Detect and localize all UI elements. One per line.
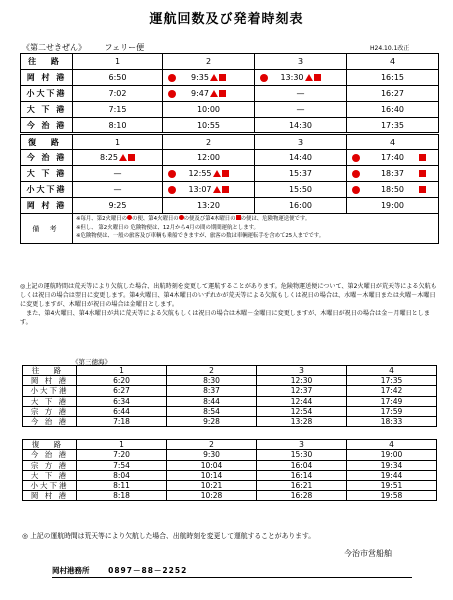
direction-label: 復 路 — [21, 134, 73, 150]
table-row — [23, 406, 437, 416]
circle-marker-icon — [260, 74, 268, 82]
ship-name-label: 《第二せきぜん》 — [22, 43, 86, 52]
time-cell-content — [255, 70, 346, 85]
port-name: 大 下 港 — [21, 102, 73, 118]
triangle-marker-icon — [213, 170, 221, 177]
time-cell — [163, 70, 255, 86]
trip-number: 3 — [257, 440, 347, 450]
header-row — [23, 440, 437, 450]
time-cell-content — [73, 70, 162, 85]
time-cell — [73, 70, 163, 86]
circle-marker-icon — [352, 170, 360, 178]
time-cell: 19:34 — [347, 460, 437, 470]
time-cell: 16:04 — [257, 460, 347, 470]
triangle-marker-icon — [213, 186, 221, 193]
header-row — [21, 134, 439, 150]
time-value: 9:25 — [108, 201, 127, 210]
time-cell — [347, 166, 439, 182]
table-row — [23, 491, 437, 501]
table-row — [21, 166, 439, 182]
time-cell: 7:18 — [77, 416, 167, 426]
time-cell: 17:59 — [347, 406, 437, 416]
time-cell — [163, 118, 255, 134]
table-row — [21, 70, 439, 86]
port-name: 今 治 港 — [23, 416, 77, 426]
triangle-marker-icon — [210, 90, 218, 97]
trip-number: 3 — [257, 366, 347, 376]
direction-label: 往 路 — [21, 54, 73, 70]
time-cell-content — [163, 182, 254, 197]
ship-name-1 — [22, 42, 144, 53]
port-name: 大 下 港 — [23, 396, 77, 406]
time-cell-content — [73, 86, 162, 101]
trip-number: 2 — [167, 366, 257, 376]
time-cell-content — [255, 150, 346, 165]
port-name: 小大下港 — [23, 386, 77, 396]
time-value: 17:35 — [380, 120, 405, 130]
time-cell: 12:37 — [257, 386, 347, 396]
table-row — [23, 396, 437, 406]
time-value: 15:37 — [288, 169, 313, 178]
remarks-label: 備 考 — [21, 214, 73, 244]
trip-number: 4 — [347, 366, 437, 376]
port-name: 岡 村 港 — [21, 198, 73, 214]
trip-number: 2 — [167, 440, 257, 450]
time-cell: 6:34 — [77, 396, 167, 406]
time-value: 7:02 — [108, 89, 127, 98]
time-cell: 10:04 — [167, 460, 257, 470]
time-cell: 16:14 — [257, 470, 347, 480]
time-cell-content — [163, 70, 254, 85]
port-name: 小大下港 — [21, 86, 73, 102]
circle-marker-icon — [168, 170, 176, 178]
time-cell — [73, 102, 163, 118]
ship-name-2: 《第三徳海》 — [72, 358, 111, 366]
triangle-marker-icon — [305, 74, 313, 81]
circle-marker-icon — [168, 186, 176, 194]
time-value: 17:40 — [380, 153, 405, 162]
time-cell-content — [347, 150, 438, 165]
time-cell: 18:33 — [347, 416, 437, 426]
time-cell: 12:44 — [257, 396, 347, 406]
time-cell-content — [163, 150, 254, 165]
table-row — [21, 150, 439, 166]
trip-number: 1 — [77, 440, 167, 450]
time-cell: 16:28 — [257, 491, 347, 501]
square-marker-icon — [314, 74, 321, 81]
time-cell: 19:58 — [347, 491, 437, 501]
time-value: — — [113, 169, 122, 178]
time-cell: 10:14 — [167, 470, 257, 480]
trip-number: 3 — [255, 134, 347, 150]
time-value: 18:37 — [380, 169, 405, 178]
time-cell — [73, 118, 163, 134]
time-cell: 6:44 — [77, 406, 167, 416]
header-row — [21, 54, 439, 70]
time-cell: 16:21 — [257, 480, 347, 490]
port-name: 大 下 港 — [21, 166, 73, 182]
time-cell — [255, 102, 347, 118]
time-cell: 7:20 — [77, 450, 167, 460]
table-row — [21, 86, 439, 102]
time-cell-content — [347, 166, 438, 181]
time-value: — — [296, 105, 305, 114]
time-cell — [163, 150, 255, 166]
time-cell-content — [73, 102, 162, 117]
port-name: 今 治 港 — [21, 118, 73, 134]
time-cell: 8:37 — [167, 386, 257, 396]
operation-note-2: ◎ 上記の運航時間は荒天等により欠航した場合、出航時刻を変更して運航することがあります。 — [22, 532, 316, 540]
table-row — [21, 102, 439, 118]
table-row — [23, 416, 437, 426]
port-name: 宗 方 港 — [23, 406, 77, 416]
time-value: 16:40 — [380, 105, 405, 114]
time-value: — — [296, 89, 305, 98]
time-cell-content — [255, 102, 346, 117]
time-cell — [255, 150, 347, 166]
time-cell: 9:28 — [167, 416, 257, 426]
time-cell — [347, 150, 439, 166]
time-cell-content — [73, 150, 162, 165]
time-cell — [163, 182, 255, 198]
trip-number: 1 — [73, 134, 163, 150]
remark-line-1c: の便及び第4木曜日の — [183, 216, 236, 222]
time-value: 13:07 — [188, 185, 212, 194]
time-cell: 19:44 — [347, 470, 437, 480]
outbound-section — [23, 366, 437, 427]
port-name: 岡 村 港 — [23, 376, 77, 386]
time-cell-content — [347, 118, 438, 132]
header-row — [23, 366, 437, 376]
time-value: 16:15 — [380, 73, 405, 82]
port-name: 岡 村 港 — [21, 70, 73, 86]
time-cell: 15:30 — [257, 450, 347, 460]
time-cell: 8:18 — [77, 491, 167, 501]
time-cell-content — [255, 118, 346, 132]
time-cell-content — [163, 118, 254, 132]
phone-number: 0897－88－2252 — [108, 566, 188, 575]
time-cell-content — [347, 182, 438, 197]
time-cell — [347, 198, 439, 214]
ferry-timetable — [20, 53, 439, 244]
time-cell — [73, 150, 163, 166]
square-marker-icon — [219, 74, 226, 81]
time-cell — [347, 118, 439, 134]
time-cell — [73, 182, 163, 198]
direction-label: 復 路 — [23, 440, 77, 450]
time-value: 15:50 — [288, 185, 313, 194]
time-cell — [163, 198, 255, 214]
note-paragraph-1: ◎上記の運航時間は荒天等により欠航した場合、出航時刻を変更して運航することがあります。危険物運送便について、第2火曜日が荒天等による欠航もしくは祝日の場合は翌日に変更します。第4火曜日、第4木曜日のいずれかが荒天等による欠航もしくは祝日の場合は、水曜－木曜日または火曜－木曜日に変更しますが、木曜日が祝日の場合は金曜日とします。 — [20, 283, 437, 308]
time-value: 14:40 — [288, 153, 313, 162]
ship2-timetable — [22, 365, 437, 501]
time-cell-content — [255, 182, 346, 197]
remark-line-1d: の便は、危険物運送便です。 — [240, 216, 311, 222]
circle-marker-icon — [168, 90, 176, 98]
time-value: 14:30 — [288, 120, 313, 130]
time-cell — [255, 70, 347, 86]
time-value: 16:27 — [380, 89, 405, 98]
time-cell-content — [73, 166, 162, 181]
time-cell: 8:30 — [167, 376, 257, 386]
time-cell — [163, 86, 255, 102]
trip-number: 4 — [347, 134, 439, 150]
service-type: フェリー便 — [104, 43, 145, 52]
remark-line-1b: の便、第4火曜日の — [132, 216, 179, 222]
time-value: 19:00 — [380, 201, 405, 210]
time-cell: 6:20 — [77, 376, 167, 386]
square-marker-icon — [222, 186, 229, 193]
time-value: 18:50 — [380, 185, 405, 194]
note-paragraph-2: また、第4火曜日、第4水曜日が共に荒天等による欠航もしくは祝日の場合は木曜－金曜日に変更しますが、木曜日が祝日の場合は金－月曜日とします。 — [20, 310, 430, 326]
remark-line-2: ※但し、 第2火曜日の 危険物便は、12月から4月の間の期間運航とします。 — [76, 224, 259, 231]
direction-label: 往 路 — [23, 366, 77, 376]
table-row — [21, 182, 439, 198]
return-section — [23, 440, 437, 501]
time-cell-content — [163, 86, 254, 101]
time-cell: 12:30 — [257, 376, 347, 386]
office-name: 岡村港務所 — [52, 566, 90, 575]
table-row — [23, 480, 437, 490]
time-cell-content — [255, 86, 346, 101]
circle-marker-icon — [168, 74, 176, 82]
triangle-marker-icon — [119, 154, 127, 161]
remarks-section — [21, 214, 439, 244]
trip-number: 2 — [163, 134, 255, 150]
table-row — [23, 450, 437, 460]
time-cell: 17:49 — [347, 396, 437, 406]
time-cell-content — [163, 102, 254, 117]
time-value: 16:00 — [288, 201, 313, 210]
time-cell — [73, 198, 163, 214]
time-cell: 8:04 — [77, 470, 167, 480]
triangle-marker-icon — [210, 74, 218, 81]
table-row — [21, 118, 439, 134]
page-title: 運航回数及び発着時刻表 — [149, 12, 304, 27]
trip-number: 2 — [163, 54, 255, 70]
time-cell: 13:28 — [257, 416, 347, 426]
port-name: 岡 村 港 — [23, 491, 77, 501]
time-cell-content — [255, 166, 346, 181]
square-marker-icon — [128, 154, 135, 161]
time-cell-content — [163, 166, 254, 181]
table-row — [23, 386, 437, 396]
time-cell: 12:54 — [257, 406, 347, 416]
time-value: 13:20 — [196, 201, 221, 210]
time-cell — [255, 86, 347, 102]
trip-number: 1 — [73, 54, 163, 70]
time-value: 13:30 — [280, 73, 304, 82]
outbound-section — [21, 54, 439, 134]
time-cell-content — [347, 198, 438, 213]
time-value: 6:50 — [108, 73, 127, 82]
table-row — [23, 460, 437, 470]
time-cell-content — [347, 70, 438, 85]
time-cell-content — [163, 198, 254, 213]
trip-number: 4 — [347, 54, 439, 70]
trip-number: 4 — [347, 440, 437, 450]
time-cell-content — [347, 102, 438, 117]
time-cell: 8:44 — [167, 396, 257, 406]
table-row — [23, 376, 437, 386]
time-value: 7:15 — [108, 105, 127, 114]
time-cell-content — [347, 86, 438, 101]
time-cell: 8:11 — [77, 480, 167, 490]
return-section — [21, 134, 439, 214]
square-marker-icon — [219, 90, 226, 97]
time-cell — [347, 102, 439, 118]
time-value: 10:00 — [196, 105, 221, 114]
square-marker-icon — [419, 186, 426, 193]
time-cell: 10:28 — [167, 491, 257, 501]
circle-marker-icon — [352, 154, 360, 162]
time-cell — [73, 166, 163, 182]
time-cell — [255, 118, 347, 134]
table-row — [23, 470, 437, 480]
square-marker-icon — [419, 170, 426, 177]
port-name: 今 治 港 — [21, 150, 73, 166]
square-marker-icon — [419, 154, 426, 161]
time-value: 10:55 — [196, 120, 221, 130]
time-cell-content — [73, 118, 162, 132]
time-cell — [347, 70, 439, 86]
time-value: 8:10 — [108, 120, 127, 130]
port-name: 宗 方 港 — [23, 460, 77, 470]
time-cell-content — [255, 198, 346, 213]
time-cell-content — [73, 198, 162, 213]
time-cell: 8:54 — [167, 406, 257, 416]
table-row — [21, 198, 439, 214]
time-cell — [163, 166, 255, 182]
contact-line — [52, 565, 412, 578]
time-cell — [255, 182, 347, 198]
issuer-name: 今治市営船舶 — [344, 549, 392, 558]
time-cell — [73, 86, 163, 102]
time-cell: 7:54 — [77, 460, 167, 470]
port-name: 今 治 港 — [23, 450, 77, 460]
time-cell — [255, 198, 347, 214]
time-cell: 17:42 — [347, 386, 437, 396]
time-cell: 19:00 — [347, 450, 437, 460]
time-value: 9:47 — [191, 89, 209, 98]
table-spacer — [23, 427, 437, 440]
time-cell — [255, 166, 347, 182]
remarks-text — [73, 214, 439, 244]
time-cell: 6:27 — [77, 386, 167, 396]
port-name: 小大下港 — [21, 182, 73, 198]
port-name: 大 下 港 — [23, 470, 77, 480]
time-cell-content — [73, 182, 162, 197]
time-value: 9:35 — [191, 73, 209, 82]
square-marker-icon — [222, 170, 229, 177]
revision-date: H24.10.1改正 — [370, 45, 410, 52]
circle-marker-icon — [352, 186, 360, 194]
remark-line-3: ※危険物便は、一般の旅客及び車輌も乗船できますが、旅客の数は車輌運転手を含めて25人までです。 — [76, 233, 325, 239]
time-cell — [347, 86, 439, 102]
trip-number: 3 — [255, 54, 347, 70]
remark-line-1a: ※毎月、第2火曜日の — [76, 216, 128, 222]
time-cell: 10:21 — [167, 480, 257, 490]
port-name: 小大下港 — [23, 480, 77, 490]
trip-number: 1 — [77, 366, 167, 376]
time-value: 8:25 — [100, 153, 118, 162]
time-value: — — [113, 185, 122, 194]
operation-notes — [20, 282, 438, 327]
time-cell — [347, 182, 439, 198]
time-value: 12:55 — [188, 169, 212, 178]
time-cell — [163, 102, 255, 118]
time-cell: 17:35 — [347, 376, 437, 386]
time-value: 12:00 — [196, 153, 221, 162]
time-cell: 9:30 — [167, 450, 257, 460]
time-cell: 19:51 — [347, 480, 437, 490]
